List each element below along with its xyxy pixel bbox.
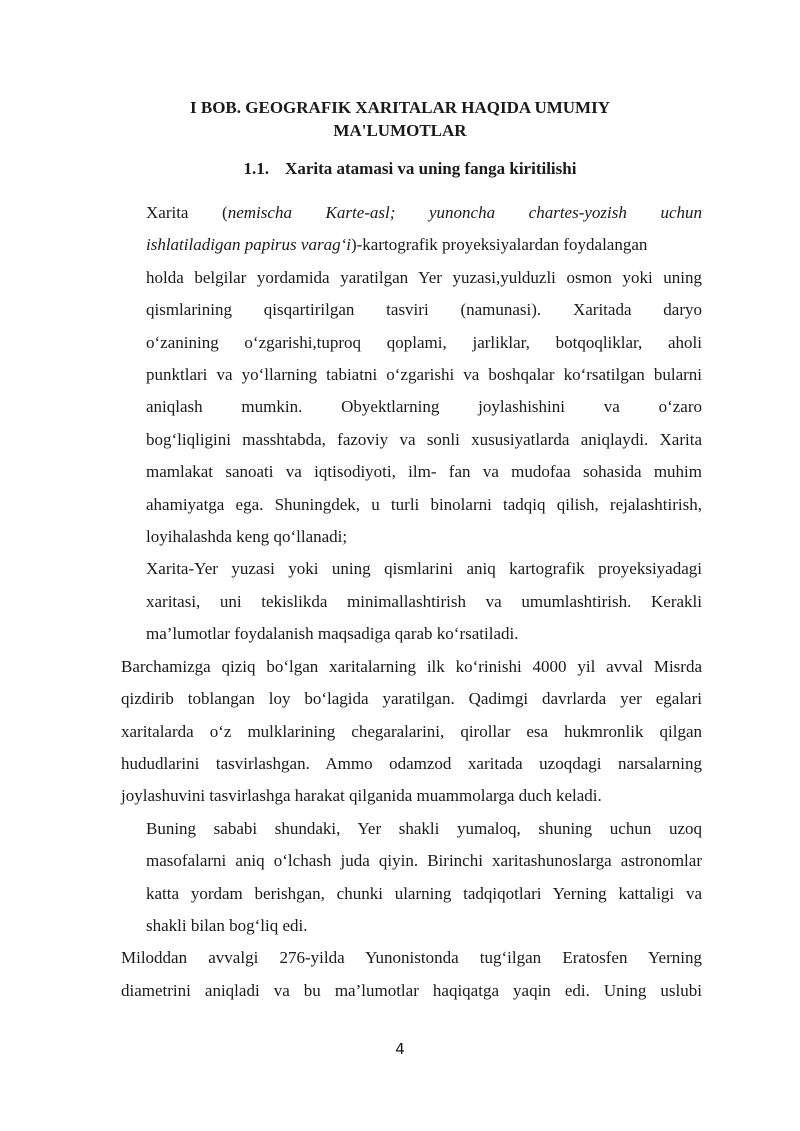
text-line: joylashuvini tasvirlashga harakat qilganida muammolarga duch keladi. (121, 786, 602, 806)
text-line: hududlarini tasvirlashgan. Ammo odamzod xaritada uzoqdagi narsalarning (121, 753, 702, 773)
text-line: diametrini aniqladi va bu ma’lumotlar haqiqatga yaqin edi. Uning uslubi (121, 980, 702, 1000)
page-number: 4 (395, 1040, 405, 1058)
section-number: 1.1. (243, 159, 270, 178)
italic-etymology: nemischa Karte-asl; yunoncha chartes-yozish uchun (227, 203, 703, 222)
paragraph (121, 813, 702, 943)
text-line: ma’lumotlar foydalanish maqsadiga qarab ko‘rsatiladi. (146, 624, 519, 644)
text-line: shakli bilan bog‘liq edi. (146, 915, 308, 935)
text-line: holda belgilar yordamida yaratilgan Yer yuzasi,yulduzli osmon yoki uning (146, 267, 702, 287)
paragraph (121, 197, 702, 553)
paragraph (121, 942, 702, 1007)
text-line: loyihalashda keng qo‘llanadi; (146, 527, 348, 547)
chapter-title-line-1: I BOB. GEOGRAFIK XARITALAR HAQIDA UMUMIY (190, 98, 610, 117)
text-line: Barchamizga qiziq bo‘lgan xaritalarning ilk ko‘rinishi 4000 yil avval Misrda (121, 656, 702, 676)
text-line: o‘zanining o‘zgarishi,tuproq qoplami, jarliklar, botqoqliklar, aholi (146, 332, 702, 352)
section-title: Xarita atamasi va uning fanga kiritilishi (285, 159, 577, 178)
text-line: Xarita (nemischa Karte-asl; yunoncha chartes-yozish uchun (146, 203, 703, 222)
text-line: ahamiyatga ega. Shuningdek, u turli binolarni tadqiq qilish, rejalashtirish, (146, 494, 702, 514)
text-line: katta yordam berishgan, chunki ularning tadqiqotlari Yerning kattaligi va (146, 883, 702, 903)
body-text (121, 197, 702, 1007)
text-line: qismlarining qisqartirilgan tasviri (namunasi). Xaritada daryo (146, 300, 702, 320)
text-line: Buning sababi shundaki, Yer shakli yumaloq, shuning uchun uzoq (146, 818, 702, 838)
text-line: xaritalarda o‘z mulklarining chegaralarini, qirollar esa hukmronlik qilgan (121, 721, 702, 741)
chapter-title (120, 96, 680, 142)
paragraph (121, 651, 702, 813)
italic-etymology: ishlatiladigan papirus varag‘i (146, 235, 351, 255)
paragraph (121, 553, 702, 650)
text-line: bog‘liqligini masshtabda, fazoviy va sonli xususiyatlarda aniqlaydi. Xarita (146, 429, 702, 449)
text-line: mamlakat sanoati va iqtisodiyoti, ilm- fan va mudofaa sohasida muhim (146, 462, 702, 482)
text-line: ishlatiladigan papirus varag‘i)-kartografik proyeksiyalardan foydalangan (146, 235, 648, 255)
text-line: qizdirib toblangan loy bo‘lagida yaratilgan. Qadimgi davrlarda yer egalari (121, 689, 702, 709)
chapter-title-line-2: MA'LUMOTLAR (333, 121, 467, 140)
text-line: Miloddan avvalgi 276-yilda Yunonistonda tug‘ilgan Eratosfen Yerning (121, 948, 702, 968)
text-line: punktlari va yo‘llarning tabiatni o‘zgarishi va boshqalar ko‘rsatilgan bularni (146, 365, 702, 385)
text-line: Xarita-Yer yuzasi yoki uning qismlarini aniq kartografik proyeksiyadagi (146, 559, 702, 579)
text-line: masofalarni aniq o‘lchash juda qiyin. Birinchi xaritashunoslarga astronomlar (146, 851, 702, 871)
text-line: aniqlash mumkin. Obyektlarning joylashishini va o‘zaro (146, 397, 702, 417)
section-heading (120, 157, 700, 180)
text-line: xaritasi, uni tekislikda minimallashtirish va umumlashtirish. Kerakli (146, 591, 702, 611)
